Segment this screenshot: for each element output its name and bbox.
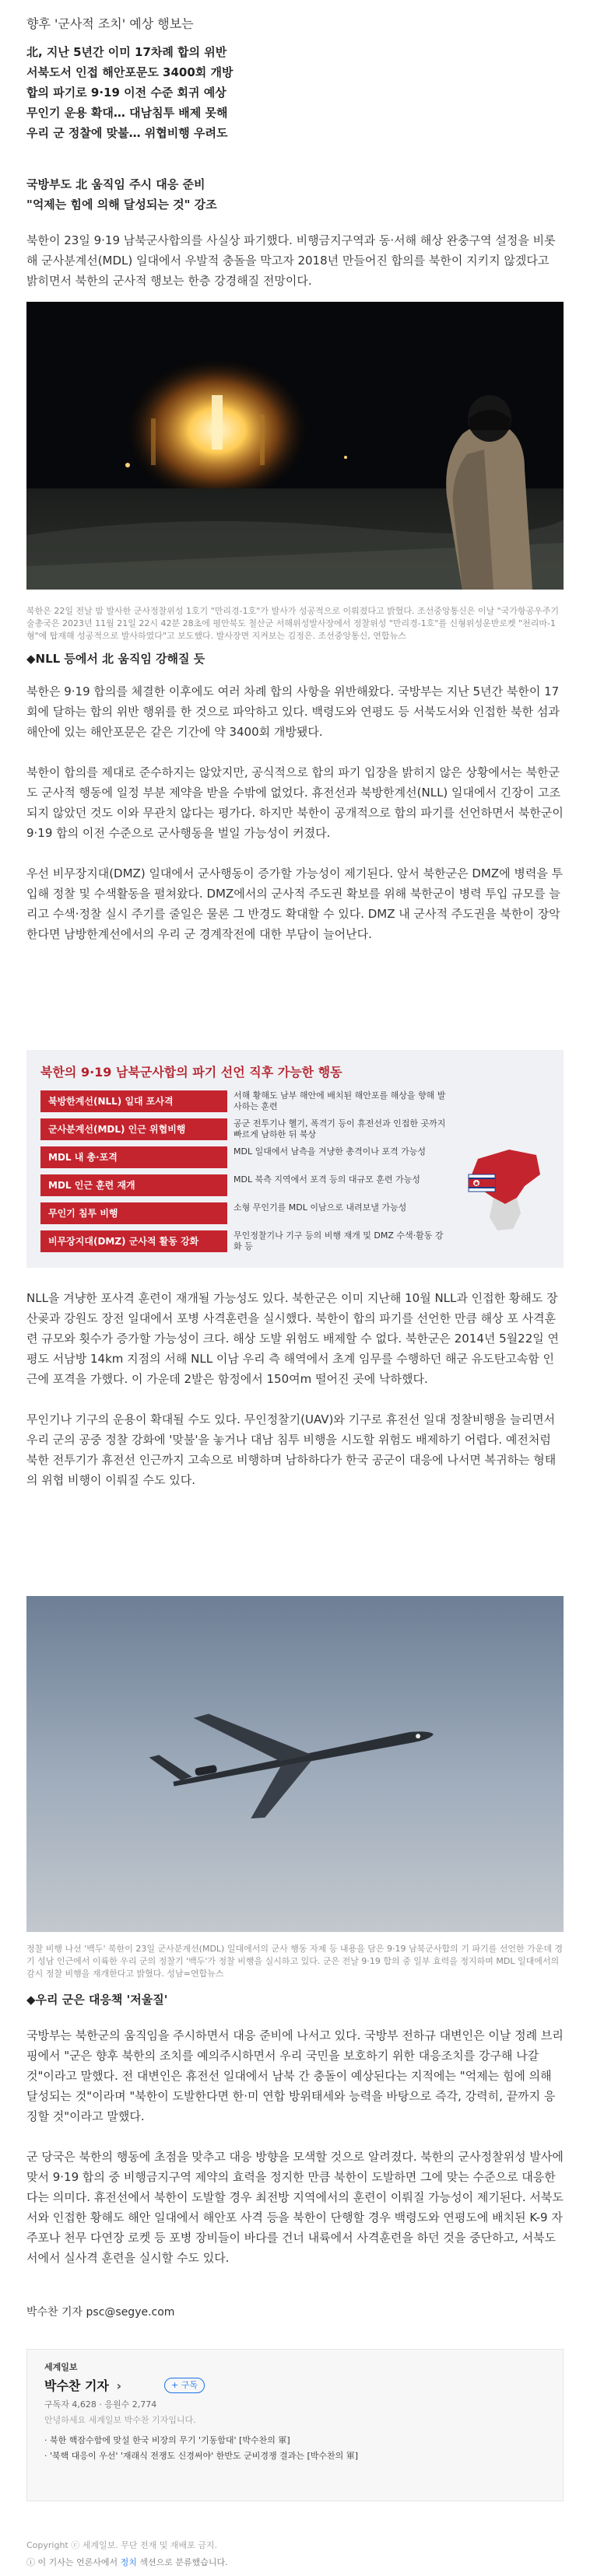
infographic-label: 비무장지대(DMZ) 군사적 활동 강화 — [40, 1230, 227, 1252]
infographic-desc: MDL 북측 지역에서 포격 등의 대규모 훈련 가능성 — [234, 1174, 420, 1185]
section-link[interactable]: 정치 — [120, 2557, 137, 2567]
section1-body — [26, 681, 564, 964]
section-heading-nll: ◆NLL 등에서 北 움직임 강해질 듯 — [26, 652, 205, 666]
section-notice — [26, 2556, 228, 2568]
infographic-title: 북한의 9·19 남북군사합의 파기 선언 직후 가능한 행동 — [40, 1065, 342, 1080]
infographic-desc: 공군 전투기나 헬기, 폭격기 등이 휴전선과 인접한 곳까지 빠르게 남하한 뒤 북상 — [234, 1118, 446, 1139]
reporter-name-text: 박수찬 기자 — [44, 2378, 109, 2393]
article-subtitle: 향후 '군사적 조치' 예상 행보는 — [26, 16, 194, 31]
paragraph: 북한은 9·19 합의를 체결한 이후에도 여러 차례 합의 사항을 위반해왔다. 국방부는 지난 5년간 북한이 17회에 달하는 합의 위반 행위를 한 것으로 파악하고 있다. 백령도와 연평도 등 서북도서와 인접한 북한 섬과 해안에 있는 해안포문은 같은 기간에 약 3400회 개방됐다. — [26, 684, 560, 739]
infographic-desc: 서해 황해도 남부 해안에 배치된 해안포를 해상을 향해 발사하는 훈련 — [234, 1090, 446, 1111]
satellite-launch-image — [26, 302, 564, 590]
infographic-possible-actions[interactable] — [26, 1050, 564, 1268]
chevron-right-icon: › — [116, 2378, 122, 2393]
infographic-label: 북방한계선(NLL) 일대 포사격 — [40, 1090, 227, 1112]
photo-recon-aircraft[interactable] — [26, 1596, 564, 1932]
paragraph: 국방부는 북한군의 움직임을 주시하면서 대응 준비에 나서고 있다. 국방부 전하규 대변인은 이날 정례 브리핑에서 "군은 향후 북한의 조치를 예의주시하면서 우리 국민을 보호하기 위한 대응조치를 강구해 나갈 것"이라고 말했다. 전 대변인은 휴전선 일대에서 남북 간 충돌이 예상된다는 지적에는 "억제는 힘에 의해 달성되는 것"이라며 "북한이 도발한다면 한·미 연합 방위태세와 능력을 바탕으로 즉각, 강력히, 끝까지 응징할 것"이라고 말했다. — [26, 2028, 564, 2123]
photo-satellite-launch[interactable] — [26, 302, 564, 590]
subscribe-button[interactable]: + 구독 — [164, 2378, 205, 2393]
infographic-desc: 무인정찰기나 기구 등의 비행 재개 및 DMZ 수색·활동 강화 등 — [234, 1230, 444, 1251]
infographic-label: MDL 인근 훈련 재개 — [40, 1174, 227, 1196]
reporter-intro: 안녕하세요 세계일보 박수찬 기자입니다. — [44, 2415, 196, 2425]
paragraph: 군 당국은 북한의 행동에 초점을 맞추고 대응 방향을 모색할 것으로 알려졌다. 북한의 군사정찰위성 발사에 맞서 9·19 합의 중 비행금지구역 제약의 효력을 정지한 만큼 북한이 도발하면 그에 맞는 수준으로 대응한다는 의미다. 휴전선에서 북한이 도발할 경우 최전방 지역에서의 훈련이 이뤄질 가능성이 제기된다. 서북도서와 인접한 황해도 해안 일대에서 해안포 사격 등을 북한이 단행할 경우 백령도와 연평도에 배치된 K-9 자주포나 천무 다연장 로켓 등 포병 장비들이 바다를 건너 내륙에서 사격훈련을 하던 것을 중단하고, 서북도서에서 실사격 훈련을 실시할 수도 있다. — [26, 2150, 564, 2265]
infographic-desc: MDL 일대에서 남측을 겨냥한 총격이나 포격 가능성 — [234, 1146, 426, 1157]
section2-body — [26, 2025, 564, 2288]
infographic-label: 군사분계선(MDL) 인근 위협비행 — [40, 1118, 227, 1140]
outlet-name: 세계일보 — [44, 2362, 78, 2372]
reporter-name[interactable] — [44, 2376, 121, 2394]
section-notice-text: 섹션으로 분류했습니다. — [136, 2557, 228, 2567]
infographic-label: 무인기 침투 비행 — [40, 1202, 227, 1224]
copyright-notice: Copyright ⓒ 세계일보. 무단 전재 및 재배포 금지. — [26, 2540, 217, 2550]
paragraph: 무인기나 기구의 운용이 확대될 수도 있다. 무인정찰기(UAV)와 기구로 휴전선 일대 정찰비행을 늘리면서 우리 군의 공중 정찰 강화에 '맞불'을 놓거나 대남 침투 비행을 시도할 위험도 배제하기 어렵다. 예전처럼 북한 전투기가 휴전선 인근까지 고속으로 비행하며 남하하다가 한국 공군이 대응에 나서면 복귀하는 형태의 위협 비행이 이뤄질 수도 있다. — [26, 1412, 557, 1487]
summary-bullet: "억제는 힘에 의해 달성되는 것" 강조 — [26, 198, 217, 212]
summary-bullets — [26, 42, 571, 143]
summary-bullet: 서북도서 인접 해안포문도 3400회 개방 — [26, 65, 234, 79]
reporter-link[interactable]: · 북한 핵잠수함에 맞설 한국 비장의 무기 '기동함대' [박수찬의 軍] — [44, 2435, 290, 2445]
summary-bullets-2 — [26, 174, 571, 215]
byline: 박수찬 기자 psc@segye.com — [26, 2306, 175, 2319]
section-notice-text: ⓘ 이 기사는 언론사에서 — [26, 2557, 121, 2567]
summary-bullet: 국방부도 北 움직임 주시 대응 준비 — [26, 177, 205, 191]
infographic-row — [40, 1090, 554, 1114]
infographic-row — [40, 1118, 554, 1142]
reporter-card — [26, 2349, 564, 2501]
intro-paragraph: 북한이 23일 9·19 남북군사합의를 사실상 파기했다. 비행금지구역과 동·서해 해상 완충구역 설정을 비롯해 군사분계선(MDL) 일대에서 우발적 충돌을 막고자 2018년 만들어진 합의를 북한이 지키지 않겠다고 밝히면서 북한의 군사적 행보는 한층 강경해질 전망이다. — [26, 233, 556, 288]
paragraph: NLL을 겨냥한 포사격 훈련이 재개될 가능성도 있다. 북한군은 이미 지난해 10월 NLL과 인접한 황해도 장산곶과 강원도 장전 일대에서 포병 사격훈련을 실시했다. 북한이 합의 파기를 선언한 만큼 해상 포 사격훈련 규모와 횟수가 증가할 가능성이 크다. 해상 도발 위험도 배제할 수 없다. 북한군은 2014년 5월22일 연평도 서남방 14km 지점의 서해 NLL 이남 우리 측 해역에서 초계 임무를 수행하던 해군 유도탄고속함 인근에 포격을 가했다. 이 가운데 2발은 함정에서 150여m 떨어진 곳에 낙하했다. — [26, 1291, 559, 1386]
section-heading-response: ◆우리 군은 대응책 '저울질' — [26, 1993, 168, 2007]
north-korea-map-icon — [462, 1143, 548, 1237]
section1b-body — [26, 1288, 564, 1510]
recon-aircraft-image — [26, 1596, 564, 1932]
paragraph: 우선 비무장지대(DMZ) 일대에서 군사행동이 증가할 가능성이 제기된다. 앞서 북한군은 DMZ에 병력을 투입해 정찰 및 수색활동을 펼쳐왔다. DMZ에서의 군사적 주도권 확보를 위해 북한군이 병력 투입 규모를 늘리고 수색·정찰 실시 주기를 줄일은 물론 그 반경도 확대할 수 있다. DMZ 내 군사적 주도권을 북한이 장악한다면 남방한계선에서의 우리 군 경계작전에 대한 부담이 늘어난다. — [26, 866, 564, 941]
summary-bullet: 합의 파기로 9·19 이전 수준 회귀 예상 — [26, 86, 227, 100]
summary-bullet: 우리 군 정찰에 맞불… 위협비행 우려도 — [26, 126, 228, 140]
summary-bullet: 北, 지난 5년간 이미 17차례 합의 위반 — [26, 45, 227, 59]
reporter-link[interactable]: · '북핵 대응이 우선' '재래식 전쟁도 신경써야' 한반도 군비경쟁 결과는 [박수찬의 軍] — [44, 2451, 359, 2461]
infographic-desc: 소형 무인기를 MDL 이남으로 내려보낼 가능성 — [234, 1202, 407, 1213]
paragraph: 북한이 합의를 제대로 준수하지는 않았지만, 공식적으로 합의 파기 입장을 밝히지 않은 상황에서는 북한군도 군사적 행동에 일정 부분 제약을 받을 수밖에 없었다. 휴전선과 북방한계선(NLL) 일대에서 긴장이 고조되지 않았던 것도 이와 무관치 않다는 평가다. 하지만 북한이 공개적으로 합의 파기를 선언하면서 북한군이 9·19 합의 이전 수준으로 군사행동을 벌일 가능성이 커졌다. — [26, 765, 564, 840]
summary-bullet: 무인기 운용 확대… 대남침투 배제 못해 — [26, 106, 228, 120]
infographic-label: MDL 내 총·포격 — [40, 1146, 227, 1168]
photo-caption: 정찰 비행 나선 '백두' 북한이 23일 군사분계선(MDL) 일대에서의 군사 행동 자제 등 내용을 담은 9·19 남북군사합의 기 파기를 선언한 가운데 경기 성남 인근에서 이륙한 우리 군의 정찰기 '백두'가 정찰 비행을 실시하고 있다. 군은 전날 9·19 합의 중 일부 효력을 정지하며 MDL 일대에서의 감시 정찰 비행을 재개한다고 밝혔다. 성남=연합뉴스 — [26, 1944, 564, 1979]
photo-caption: 북한은 22일 전날 밤 발사한 군사정찰위성 1호기 "만리경-1호"가 발사가 성공적으로 이뤄졌다고 밝혔다. 조선중앙통신은 이날 "국가항공우주기술총국은 2023년 11월 21일 22시 42분 28초에 평안북도 철산군 서해위성발사장에서 정찰위성 "만리경-1호"를 신형위성운반로켓 "천리마-1형"에 탑재해 성공적으로 발사하였다"고 보도했다. 발사장면 지켜보는 김정은. 조선중앙통신, 연합뉴스 — [26, 606, 560, 641]
reporter-stats: 구독자 4,628 · 응원수 2,774 — [44, 2399, 157, 2410]
